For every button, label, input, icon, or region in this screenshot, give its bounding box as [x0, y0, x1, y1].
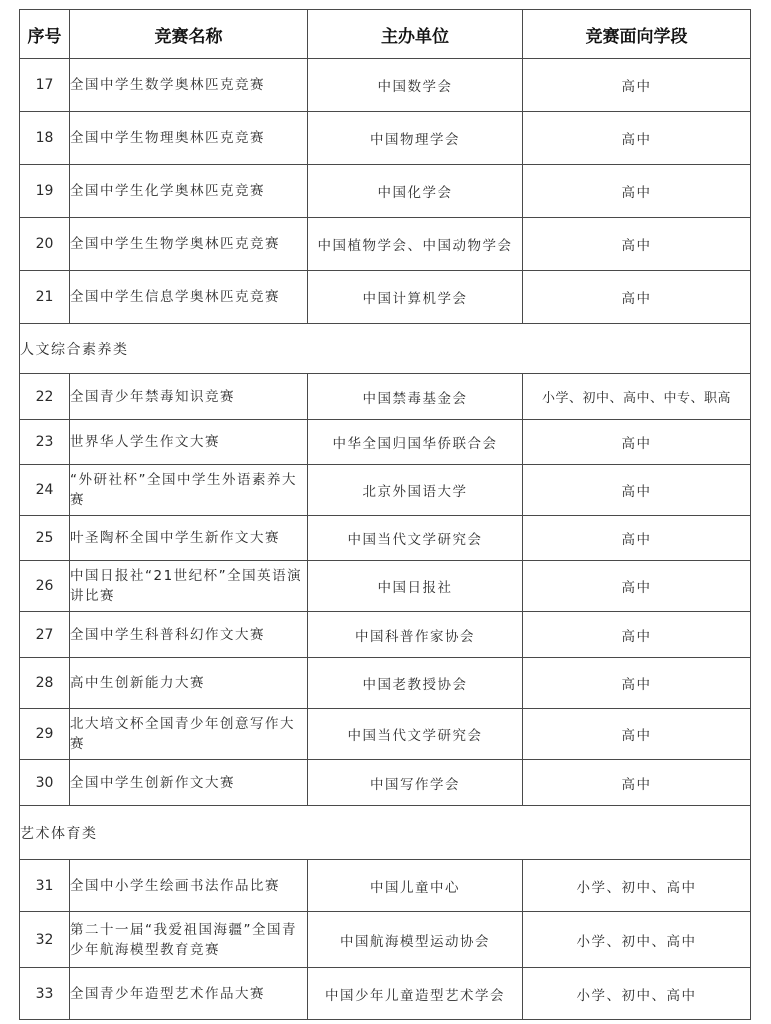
table-row [20, 59, 751, 112]
school-level: 高中 [523, 59, 751, 112]
organizer: 中国儿童中心 [308, 860, 523, 912]
organizer: 中国物理学会 [308, 112, 523, 165]
competition-name: 叶圣陶杯全国中学生新作文大赛 [70, 516, 308, 561]
row-number: 28 [20, 658, 70, 709]
row-number: 33 [20, 968, 70, 1020]
competition-name: 第二十一届“我爱祖国海疆”全国青少年航海模型教育竞赛 [70, 912, 308, 968]
competition-name: 全国中学生科普科幻作文大赛 [70, 612, 308, 658]
competition-name: 世界华人学生作文大赛 [70, 420, 308, 465]
category-label: 人文综合素养类 [20, 324, 751, 374]
competition-name: 全国中学生创新作文大赛 [70, 760, 308, 806]
school-level: 小学、初中、高中 [523, 912, 751, 968]
organizer: 中国植物学会、中国动物学会 [308, 218, 523, 271]
organizer: 中国当代文学研究会 [308, 709, 523, 760]
table-row [20, 420, 751, 465]
school-level: 高中 [523, 516, 751, 561]
header-level: 竞赛面向学段 [523, 10, 751, 59]
row-number: 25 [20, 516, 70, 561]
table-row [20, 709, 751, 760]
row-number: 18 [20, 112, 70, 165]
organizer: 中国当代文学研究会 [308, 516, 523, 561]
row-number: 19 [20, 165, 70, 218]
table-row [20, 860, 751, 912]
table-row [20, 760, 751, 806]
organizer: 中国化学会 [308, 165, 523, 218]
table-row [20, 968, 751, 1020]
category-row [20, 806, 751, 860]
row-number: 27 [20, 612, 70, 658]
school-level: 小学、初中、高中、中专、职高 [523, 374, 751, 420]
header-organizer: 主办单位 [308, 10, 523, 59]
category-row [20, 324, 751, 374]
organizer: 中国写作学会 [308, 760, 523, 806]
organizer: 中国日报社 [308, 561, 523, 612]
organizer: 中华全国归国华侨联合会 [308, 420, 523, 465]
table-row [20, 374, 751, 420]
row-number: 31 [20, 860, 70, 912]
table-row [20, 218, 751, 271]
organizer: 中国航海模型运动协会 [308, 912, 523, 968]
header-name: 竞赛名称 [70, 10, 308, 59]
table-row [20, 612, 751, 658]
school-level: 高中 [523, 760, 751, 806]
school-level: 小学、初中、高中 [523, 860, 751, 912]
table-row [20, 112, 751, 165]
competition-name: 全国青少年造型艺术作品大赛 [70, 968, 308, 1020]
row-number: 23 [20, 420, 70, 465]
table-row [20, 658, 751, 709]
table-row [20, 465, 751, 516]
competition-name: 全国中小学生绘画书法作品比赛 [70, 860, 308, 912]
table-row [20, 271, 751, 324]
competition-name: 中国日报社“21世纪杯”全国英语演讲比赛 [70, 561, 308, 612]
school-level: 高中 [523, 658, 751, 709]
competition-name: “外研社杯”全国中学生外语素养大赛 [70, 465, 308, 516]
competition-name: 全国中学生物理奥林匹克竞赛 [70, 112, 308, 165]
table-header-row [20, 10, 751, 59]
organizer: 中国禁毒基金会 [308, 374, 523, 420]
school-level: 高中 [523, 709, 751, 760]
school-level: 高中 [523, 561, 751, 612]
row-number: 20 [20, 218, 70, 271]
competition-name: 全国中学生化学奥林匹克竞赛 [70, 165, 308, 218]
organizer: 中国少年儿童造型艺术学会 [308, 968, 523, 1020]
organizer: 中国老教授协会 [308, 658, 523, 709]
table-row [20, 561, 751, 612]
header-index: 序号 [20, 10, 70, 59]
organizer: 中国计算机学会 [308, 271, 523, 324]
competition-name: 全国青少年禁毒知识竞赛 [70, 374, 308, 420]
competition-name: 全国中学生数学奥林匹克竞赛 [70, 59, 308, 112]
competition-name: 北大培文杯全国青少年创意写作大赛 [70, 709, 308, 760]
school-level: 高中 [523, 218, 751, 271]
row-number: 32 [20, 912, 70, 968]
competition-table [19, 9, 751, 1020]
row-number: 21 [20, 271, 70, 324]
row-number: 24 [20, 465, 70, 516]
organizer: 中国科普作家协会 [308, 612, 523, 658]
organizer: 中国数学会 [308, 59, 523, 112]
school-level: 高中 [523, 165, 751, 218]
school-level: 高中 [523, 112, 751, 165]
school-level: 高中 [523, 612, 751, 658]
table-row [20, 165, 751, 218]
competition-name: 高中生创新能力大赛 [70, 658, 308, 709]
school-level: 高中 [523, 465, 751, 516]
competition-name: 全国中学生生物学奥林匹克竞赛 [70, 218, 308, 271]
organizer: 北京外国语大学 [308, 465, 523, 516]
table-row [20, 912, 751, 968]
school-level: 高中 [523, 420, 751, 465]
competition-name: 全国中学生信息学奥林匹克竞赛 [70, 271, 308, 324]
row-number: 30 [20, 760, 70, 806]
competition-document [19, 9, 750, 1020]
category-label: 艺术体育类 [20, 806, 751, 860]
row-number: 22 [20, 374, 70, 420]
row-number: 26 [20, 561, 70, 612]
row-number: 17 [20, 59, 70, 112]
school-level: 高中 [523, 271, 751, 324]
row-number: 29 [20, 709, 70, 760]
table-row [20, 516, 751, 561]
school-level: 小学、初中、高中 [523, 968, 751, 1020]
